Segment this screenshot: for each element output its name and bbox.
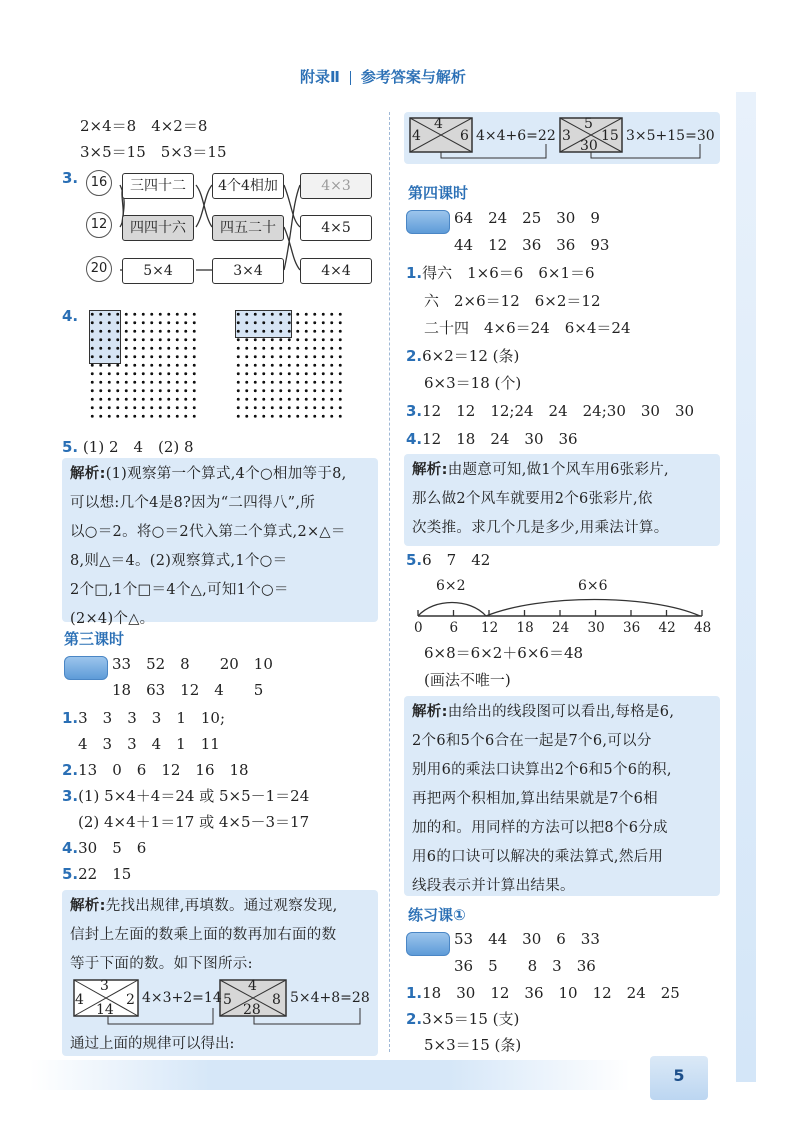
- answer-line: [406, 346, 519, 366]
- book-icon: [406, 210, 450, 234]
- arc-label: 6×2: [436, 578, 466, 594]
- analysis-line: 线段表示并计算出结果。: [412, 878, 575, 894]
- envelope-formula: 3×5+15=30: [626, 128, 715, 144]
- calc-row: 53 44 30 6 33: [454, 930, 600, 948]
- tick-label: 12: [481, 620, 499, 636]
- tick-label: 42: [658, 620, 676, 636]
- page-edge-decoration: [736, 92, 756, 1082]
- answer-line: [406, 401, 694, 421]
- envelope-left: 5: [223, 992, 232, 1008]
- analysis-line: 可以想:几个4是8?因为“二四得八”,所: [70, 495, 316, 511]
- envelope-formula: 4×4+6=22: [476, 128, 556, 144]
- question-number: 1.: [406, 264, 423, 282]
- scroll-card: 3×4: [212, 258, 284, 284]
- analysis-line: 再把两个积相加,算出结果就是7个6相: [412, 791, 658, 807]
- envelope-left: 4: [75, 992, 84, 1008]
- answer-text: 6 7 42: [422, 551, 491, 569]
- envelope-right: 15: [601, 128, 619, 144]
- question-number: 1.: [62, 709, 79, 727]
- scroll-card: 4×3: [300, 173, 372, 199]
- question-number: 5.: [62, 438, 79, 456]
- bulb-16: 16: [86, 170, 112, 196]
- answer-line: [406, 263, 595, 283]
- analysis-line: 先找出规律,再填数。通过观察发现,: [105, 898, 338, 914]
- analysis-line: 加的和。用同样的方法可以把8个6分成: [412, 820, 668, 836]
- question-number: 2.: [406, 347, 423, 365]
- calc-row: 36 5 8 3 36: [454, 957, 596, 975]
- analysis-line: (2×4)个△。: [70, 611, 155, 627]
- calc-row: 33 52 8 20 10: [112, 655, 273, 673]
- calc-row: 64 24 25 30 9: [454, 209, 600, 227]
- answer-line: [62, 708, 225, 728]
- analysis-text: [412, 456, 669, 543]
- section-title: 第四课时: [408, 184, 469, 202]
- question-number: 2.: [62, 761, 79, 779]
- envelope-top: 5: [584, 116, 593, 132]
- analysis-text: [70, 460, 347, 634]
- envelope-right: 8: [272, 992, 281, 1008]
- answer-text: 22 15: [78, 865, 132, 883]
- analysis-label: 解析:: [412, 462, 448, 478]
- answer-line: [406, 429, 578, 449]
- analysis-line: 以○＝2。将○＝2代入第二个算式,2×△＝: [70, 524, 346, 540]
- answer-line: [406, 550, 490, 570]
- tick-label: 6: [449, 620, 459, 636]
- answer-line: [406, 1009, 519, 1029]
- question-number: 3.: [62, 169, 79, 187]
- analysis-line: 通过上面的规律可以得出:: [70, 1036, 235, 1052]
- page-number: 5: [650, 1056, 708, 1100]
- answer-line: 6×8＝6×2＋6×6＝48: [424, 644, 584, 662]
- analysis-label: 解析:: [412, 704, 448, 720]
- answer-text: (1) 5×4＋4＝24 或 5×5－1＝24: [78, 787, 310, 805]
- analysis-label: 解析:: [70, 466, 106, 482]
- analysis-line: 信封上左面的数乘上面的数再加右面的数: [70, 927, 337, 943]
- envelope-formula: 4×3+2=14: [142, 990, 222, 1006]
- answer-text: 13 0 6 12 16 18: [78, 761, 249, 779]
- analysis-line: 由给出的线段图可以看出,每格是6,: [447, 704, 675, 720]
- envelope-bottom: 14: [96, 1002, 114, 1018]
- book-icon: [406, 932, 450, 956]
- analysis-line: (1)观察第一个算式,4个○相加等于8,: [105, 466, 347, 482]
- analysis-line: 用6的口诀可以解决的乘法算式,然后用: [412, 849, 664, 865]
- calc-row: 44 12 36 36 93: [454, 236, 610, 254]
- analysis-line: 等于下面的数。如下图所示:: [70, 956, 253, 972]
- envelope-top: 3: [100, 978, 109, 994]
- question-number: 4.: [406, 430, 423, 448]
- section-title: 练习课①: [408, 906, 466, 924]
- scroll-card: 5×4: [122, 258, 194, 284]
- answer-text: 30 5 6: [78, 839, 147, 857]
- bulb-20: 20: [86, 256, 112, 282]
- answer-text: 12 12 12;24 24 24;30 30 30: [422, 402, 695, 420]
- question-number: 4.: [62, 307, 79, 325]
- analysis-text: [70, 892, 338, 979]
- answer-note: (画法不唯一): [424, 671, 511, 689]
- answer-line: [406, 983, 680, 1003]
- analysis-line: 2个□,1个□＝4个△,可知1个○＝: [70, 582, 289, 598]
- dot-grid: [234, 310, 344, 420]
- answer-text: 6×2＝12 (条): [422, 347, 520, 365]
- scroll-card: 三四十二: [122, 173, 194, 199]
- analysis-line: 8,则△＝4。(2)观察算式,1个○＝: [70, 553, 288, 569]
- scroll-card: 4×5: [300, 215, 372, 241]
- question-number: 5.: [406, 551, 423, 569]
- envelope-left: 3: [562, 128, 571, 144]
- envelope-top: 4: [434, 116, 443, 132]
- answer-text: 18 30 12 36 10 12 24 25: [422, 984, 680, 1002]
- answer-line: 6×3＝18 (个): [424, 374, 522, 392]
- analysis-line: 别用6的乘法口诀算出2个6和5个6的积,: [412, 762, 672, 778]
- question-number: 3.: [62, 787, 79, 805]
- answer-line: [62, 786, 309, 806]
- envelope-bottom: 30: [580, 138, 598, 154]
- page-header: [300, 66, 466, 87]
- envelope-right: 6: [460, 128, 469, 144]
- question-number: 2.: [406, 1010, 423, 1028]
- header-title: 参考答案与解析: [360, 68, 466, 86]
- answer-text: 3×5＝15 (支): [422, 1010, 520, 1028]
- analysis-text: [412, 698, 674, 901]
- answer-text: 3 3 3 3 1 10;: [78, 709, 225, 727]
- question-number: 1.: [406, 984, 423, 1002]
- envelope-formula: 5×4+8=28: [290, 990, 370, 1006]
- tick-label: 0: [414, 620, 423, 636]
- tick-label: 24: [552, 620, 570, 636]
- envelope-top: 4: [248, 978, 257, 994]
- question-number: 4.: [62, 839, 79, 857]
- envelope-right: 2: [126, 992, 135, 1008]
- answer-line: [62, 760, 249, 780]
- envelope-left: 4: [412, 128, 421, 144]
- analysis-line: 由题意可知,做1个风车用6张彩片,: [447, 462, 669, 478]
- question-number: 5.: [62, 865, 79, 883]
- calc-row: 18 63 12 4 5: [112, 681, 264, 699]
- header-separator: [350, 71, 351, 85]
- analysis-line: 次类推。求几个几是多少,用乘法计算。: [412, 520, 669, 536]
- answer-line: 5×3＝15 (条): [424, 1036, 522, 1054]
- dot-grid: [88, 310, 198, 420]
- arc-label: 6×6: [578, 578, 608, 594]
- answer-line: [62, 838, 146, 858]
- answer-text: 12 18 24 30 36: [422, 430, 578, 448]
- bottom-decoration: [30, 1060, 630, 1090]
- question-number: 3.: [406, 402, 423, 420]
- answer-line: 4 3 3 4 1 11: [78, 735, 220, 753]
- scroll-card: 4个4相加: [212, 173, 284, 199]
- answer-line: [62, 437, 194, 457]
- tick-label: 30: [587, 620, 605, 636]
- answer-line: [62, 864, 131, 884]
- answer-line: 二十四 4×6＝24 6×4＝24: [424, 319, 631, 337]
- scroll-card: 四四十六: [122, 215, 194, 241]
- tick-label: 18: [516, 620, 534, 636]
- section-title: 第三课时: [64, 630, 125, 648]
- answer-line: 2×4＝8 4×2＝8: [80, 117, 208, 135]
- tick-label: 48: [694, 620, 712, 636]
- scroll-card: 四五二十: [212, 215, 284, 241]
- analysis-line: 那么做2个风车就要用2个6张彩片,依: [412, 491, 653, 507]
- answer-line: (2) 4×4＋1＝17 或 4×5－3＝17: [78, 813, 310, 831]
- header-appendix: 附录Ⅱ: [300, 68, 340, 86]
- answer-line: 3×5＝15 5×3＝15: [80, 143, 227, 161]
- analysis-line: 2个6和5个6合在一起是7个6,可以分: [412, 733, 652, 749]
- bulb-12: 12: [86, 212, 112, 238]
- answer-line: 六 2×6＝12 6×2＝12: [424, 292, 601, 310]
- envelope-bottom: 28: [243, 1002, 261, 1018]
- tick-label: 36: [623, 620, 641, 636]
- scroll-card: 4×4: [300, 258, 372, 284]
- analysis-label: 解析:: [70, 898, 106, 914]
- answer-text: (1) 2 4 (2) 8: [82, 438, 194, 456]
- answer-text: 得六 1×6＝6 6×1＝6: [422, 264, 595, 282]
- book-icon: [64, 656, 108, 680]
